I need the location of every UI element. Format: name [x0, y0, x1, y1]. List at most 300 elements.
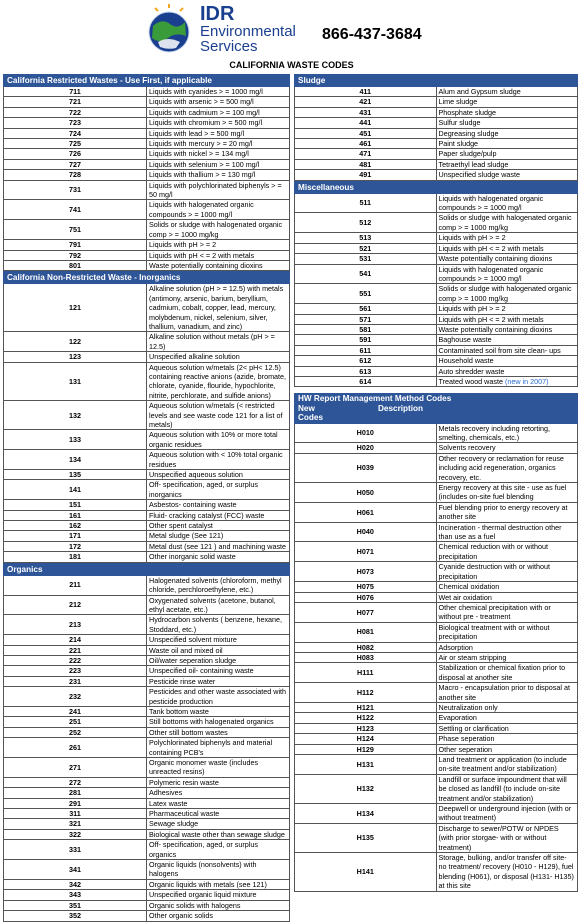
- description-text: Liquids with halogenated organic compounds > = 1000 mg/l: [149, 200, 254, 219]
- description-text: Auto shredder waste: [438, 366, 505, 376]
- description-text: Polymeric resin waste: [149, 777, 219, 787]
- description-text: Oil/water seperation sludge: [149, 655, 237, 665]
- waste-code: 728: [4, 170, 147, 180]
- table-row: [295, 713, 578, 723]
- table-row: [4, 666, 290, 676]
- waste-code: 722: [4, 107, 147, 117]
- description-text: Aqueous solution with < 10% total organic residues: [149, 450, 283, 469]
- description-text: Liquids with pH > = 2: [438, 304, 506, 314]
- description-text: Tank bottom waste: [149, 706, 209, 716]
- description-text: Liquids with selenium > = 100 mg/l: [149, 159, 260, 169]
- table-row: [295, 443, 578, 453]
- method-description: Evaporation: [436, 713, 578, 723]
- description-text: Biological waste other than sewage sludge: [149, 829, 285, 839]
- table-row: [295, 522, 578, 542]
- method-description: Deepwell or underground injecion (with or without treatment): [436, 804, 578, 824]
- table-row: [295, 744, 578, 754]
- waste-description: [147, 159, 290, 169]
- description-text: Baghouse waste: [438, 335, 492, 345]
- method-description: Fuel blending prior to energy recovery at another site: [436, 502, 578, 522]
- table-row: [4, 352, 290, 362]
- table-row: [4, 250, 290, 260]
- description-text: Contaminated soil from site clean- ups: [438, 345, 561, 355]
- table-row: [4, 575, 290, 595]
- method-description: Macro - encapsulation prior to disposal at another site: [436, 683, 578, 703]
- waste-code: 411: [295, 87, 437, 97]
- waste-code: 731: [4, 180, 147, 200]
- waste-code: 214: [4, 635, 147, 645]
- description-text: Organic liquids (nonsolvents) with halogens: [149, 860, 257, 879]
- table-row: [4, 738, 290, 758]
- waste-description: [147, 788, 290, 798]
- table-row: [295, 823, 578, 852]
- phone-number[interactable]: 866-437-3684: [322, 26, 422, 43]
- table-row: [4, 332, 290, 352]
- waste-code: 792: [4, 250, 147, 260]
- waste-code: 141: [4, 480, 147, 500]
- table-row: [4, 531, 290, 541]
- method-code: H010: [295, 423, 437, 443]
- waste-description: [147, 706, 290, 716]
- waste-code: 512: [295, 213, 437, 233]
- table-row: [4, 879, 290, 889]
- table-row: [295, 542, 578, 562]
- description-text: Lime sludge: [438, 97, 478, 107]
- waste-description: [147, 635, 290, 645]
- waste-code: 791: [4, 240, 147, 250]
- table-row: [4, 118, 290, 128]
- table-row: [295, 376, 578, 386]
- description-text: Waste potentially containing dioxins: [438, 324, 553, 334]
- table-row: [4, 159, 290, 169]
- table-row: [295, 139, 578, 149]
- waste-code: 135: [4, 470, 147, 480]
- table-row: [4, 788, 290, 798]
- section-header: [295, 394, 578, 423]
- waste-description: [147, 900, 290, 910]
- waste-description: [436, 233, 578, 243]
- method-description: Chemical reduction with or without precipitation: [436, 542, 578, 562]
- waste-description: [147, 860, 290, 880]
- description-text: Fluid- cracking catalyst (FCC) waste: [149, 510, 265, 520]
- method-description: Other recovery or reclamation for reuse including acid regeneration, organics recovery, etc.: [436, 453, 578, 482]
- description-text: Metal sludge (See 121): [149, 531, 224, 541]
- table-row: [295, 254, 578, 264]
- description-text: Unspecified solvent mixture: [149, 635, 237, 645]
- method-code: H121: [295, 702, 437, 712]
- table-row: [295, 314, 578, 324]
- waste-description: [436, 139, 578, 149]
- method-code: H135: [295, 823, 437, 852]
- method-description: Air or steam stripping: [436, 652, 578, 662]
- waste-description: [147, 118, 290, 128]
- description-text: Halogenated solvents (chloroform, methyl chloride, perchloroethylene, etc.): [149, 575, 282, 595]
- brand-name: [200, 4, 296, 54]
- table-row: [4, 676, 290, 686]
- waste-code: 541: [295, 264, 437, 284]
- description-text: Liquids with pH < = 2 with metals: [149, 250, 255, 260]
- waste-code-table: [3, 563, 290, 922]
- col-codes-header: New Codes: [298, 403, 324, 423]
- waste-description: [147, 480, 290, 500]
- section-title: Sludge: [295, 75, 578, 87]
- method-code: H071: [295, 542, 437, 562]
- waste-description: [147, 911, 290, 921]
- waste-description: [436, 97, 578, 107]
- description-text: Alkaline solution without metals (pH > = 12.5): [149, 332, 275, 351]
- method-code: H124: [295, 734, 437, 744]
- waste-description: [147, 87, 290, 97]
- description-text: Liquids with halogenated organic compounds > = 1000 mg/l: [438, 193, 544, 213]
- description-text: Phosphate sludge: [438, 107, 497, 117]
- description-text: Solids or sludge with halogenated organic comp > = 1000 mg/kg: [438, 213, 572, 232]
- table-row: [295, 213, 578, 233]
- table-row: [295, 774, 578, 803]
- description-text: Liquids with pH > = 2: [149, 240, 217, 250]
- waste-description: [147, 139, 290, 149]
- waste-code: 801: [4, 260, 147, 270]
- waste-code: 241: [4, 706, 147, 716]
- waste-code: 272: [4, 777, 147, 787]
- description-text: Liquids with nickel > = 134 mg/l: [149, 149, 249, 159]
- table-row: [4, 430, 290, 450]
- waste-description: [147, 97, 290, 107]
- table-row: [4, 798, 290, 808]
- waste-description: [436, 366, 578, 376]
- table-row: [295, 159, 578, 169]
- waste-description: [147, 352, 290, 362]
- method-description: Stabilization or chemical fixation prior to disposal at another site: [436, 663, 578, 683]
- waste-description: [147, 128, 290, 138]
- method-description: Land treatment or application (to include on-site treatment and/or stabilization): [436, 755, 578, 775]
- table-row: [295, 107, 578, 117]
- waste-description: [147, 676, 290, 686]
- description-text: Waste oil and mixed oil: [149, 645, 223, 655]
- right-column: [294, 74, 578, 891]
- waste-description: [147, 717, 290, 727]
- waste-code: 611: [295, 345, 437, 355]
- waste-description: [436, 193, 578, 213]
- table-row: [295, 423, 578, 443]
- table-row: [4, 200, 290, 220]
- method-code: H039: [295, 453, 437, 482]
- waste-code: 223: [4, 666, 147, 676]
- waste-code: 281: [4, 788, 147, 798]
- description-text: Alum and Gypsum sludge: [438, 87, 521, 96]
- description-text: Polychlorinated biphenyls and material containing PCB's: [149, 738, 273, 757]
- waste-code: 343: [4, 890, 147, 900]
- waste-code: 461: [295, 139, 437, 149]
- table-row: [4, 128, 290, 138]
- table-row: [295, 170, 578, 180]
- table-row: [295, 652, 578, 662]
- waste-description: [436, 128, 578, 138]
- new-note: (new in 2007): [504, 376, 549, 386]
- method-code: H129: [295, 744, 437, 754]
- method-description: Adsorption: [436, 642, 578, 652]
- waste-code: 134: [4, 450, 147, 470]
- page-header: [0, 0, 583, 74]
- description-text: Aqueous solution w/metals (2< pH< 12.5) containing reactive anions (azide, bromate, chlorate, cyanide, flouride, hypochlorite, nitrite, perchlorate, and sulfide anions): [149, 362, 287, 400]
- waste-description: [147, 362, 290, 401]
- waste-code: 724: [4, 128, 147, 138]
- waste-code: 561: [295, 304, 437, 314]
- method-description: Settling or clarification: [436, 723, 578, 733]
- method-description: Incineration - thermal destruction other than use as a fuel: [436, 522, 578, 542]
- waste-code: 513: [295, 233, 437, 243]
- table-row: [4, 510, 290, 520]
- table-row: [295, 128, 578, 138]
- table-row: [4, 87, 290, 97]
- table-row: [4, 900, 290, 910]
- table-row: [4, 260, 290, 270]
- waste-code-table: [3, 271, 290, 562]
- table-row: [4, 107, 290, 117]
- waste-code: 581: [295, 324, 437, 334]
- description-text: Alkaline solution (pH > = 12.5) with metals (antimony, arsenic, barium, beryllium, cadmium, cobalt, copper, lead, mercury, molybdenum, nickel, selenium, silver, thallium, vanadium, and zinc): [149, 284, 284, 331]
- table-row: [4, 655, 290, 665]
- method-description: Solvents recovery: [436, 443, 578, 453]
- table-row: [4, 706, 290, 716]
- waste-code: 211: [4, 575, 147, 595]
- section-header: [4, 272, 290, 284]
- description-text: Household waste: [438, 356, 494, 366]
- description-text: Liquids with thallium > = 130 mg/l: [149, 170, 256, 180]
- waste-description: [147, 687, 290, 707]
- waste-code: 471: [295, 149, 437, 159]
- hw-title: HW Report Management Method Codes: [298, 394, 452, 404]
- table-row: [295, 804, 578, 824]
- waste-description: [436, 213, 578, 233]
- waste-code: 321: [4, 819, 147, 829]
- hw-header-cell: [295, 394, 578, 423]
- table-row: [4, 97, 290, 107]
- waste-description: [147, 510, 290, 520]
- section-header: [295, 75, 578, 87]
- waste-description: [147, 738, 290, 758]
- table-row: [4, 240, 290, 250]
- table-row: [295, 324, 578, 334]
- description-text: Metal dust (see 121 ) and machining waste: [149, 541, 287, 551]
- waste-code: 613: [295, 366, 437, 376]
- col-desc-header: Description: [378, 403, 424, 413]
- table-row: [4, 911, 290, 921]
- waste-code: 271: [4, 758, 147, 778]
- description-text: Other organic solids: [149, 911, 213, 921]
- method-code: H040: [295, 522, 437, 542]
- waste-code: 441: [295, 118, 437, 128]
- waste-code: 181: [4, 552, 147, 562]
- description-text: Pesticides and other waste associated with pesticide production: [149, 687, 287, 706]
- brand-line-3: Services: [200, 38, 258, 55]
- waste-description: [436, 284, 578, 304]
- waste-code: 342: [4, 879, 147, 889]
- waste-code: 491: [295, 170, 437, 180]
- description-text: Hydrocarbon solvents ( benzene, hexane, Stoddard, etc.): [149, 615, 283, 634]
- table-row: [4, 819, 290, 829]
- description-text: Oxygenated solvents (acetone, butanol, ethyl acetate, etc.): [149, 595, 276, 614]
- table-row: [295, 602, 578, 622]
- table-row: [295, 284, 578, 304]
- description-text: Waste potentially containing dioxins: [438, 254, 553, 264]
- method-code: H077: [295, 602, 437, 622]
- waste-code: 172: [4, 541, 147, 551]
- waste-description: [147, 890, 290, 900]
- table-row: [295, 264, 578, 284]
- table-row: [295, 663, 578, 683]
- description-text: Sewage sludge: [149, 819, 199, 829]
- waste-code: 322: [4, 829, 147, 839]
- method-code: H111: [295, 663, 437, 683]
- table-row: [295, 149, 578, 159]
- waste-code: 531: [295, 254, 437, 264]
- table-row: [4, 450, 290, 470]
- table-row: [4, 139, 290, 149]
- waste-description: [147, 450, 290, 470]
- section-title: California Non-Restricted Waste - Inorganics: [4, 272, 290, 284]
- waste-description: [436, 118, 578, 128]
- waste-description: [147, 521, 290, 531]
- method-description: Discharge to sewer/POTW or NPDES (with prior storgae- with or without treatment): [436, 823, 578, 852]
- waste-description: [436, 304, 578, 314]
- method-code: H075: [295, 582, 437, 592]
- table-row: [4, 541, 290, 551]
- waste-description: [147, 332, 290, 352]
- table-row: [295, 304, 578, 314]
- waste-code: 213: [4, 615, 147, 635]
- waste-description: [436, 324, 578, 334]
- waste-description: [147, 531, 290, 541]
- waste-description: [147, 220, 290, 240]
- description-text: Liquids with polychlorinated biphenyls > = 50 mg/l: [149, 180, 282, 200]
- waste-description: [147, 170, 290, 180]
- waste-code: 571: [295, 314, 437, 324]
- document-title: CALIFORNIA WASTE CODES: [229, 60, 354, 70]
- section-title: Organics: [4, 563, 290, 575]
- waste-description: [436, 170, 578, 180]
- description-text: Liquids with cyanides > = 1000 mg/l: [149, 87, 263, 96]
- table-row: [4, 149, 290, 159]
- description-text: Paper sludge/pulp: [438, 149, 497, 159]
- table-row: [295, 622, 578, 642]
- left-column: [3, 74, 290, 921]
- method-code: H132: [295, 774, 437, 803]
- waste-code: 481: [295, 159, 437, 169]
- description-text: Still bottoms with halogenated organics: [149, 717, 274, 727]
- description-text: Solids or sludge with halogenated organic comp > = 1000 mg/kg: [149, 220, 283, 239]
- description-text: Organic monomer waste (includes unreacted resins): [149, 758, 259, 777]
- table-row: [295, 853, 578, 892]
- table-row: [295, 356, 578, 366]
- waste-code: 612: [295, 356, 437, 366]
- description-text: Unspecified aqueous solution: [149, 470, 243, 480]
- waste-description: [147, 240, 290, 250]
- description-text: Liquids with chromium > = 500 mg/l: [149, 118, 263, 128]
- waste-description: [147, 284, 290, 332]
- waste-code: 723: [4, 118, 147, 128]
- table-row: [4, 220, 290, 240]
- method-code: H122: [295, 713, 437, 723]
- waste-code: 421: [295, 97, 437, 107]
- waste-description: [147, 879, 290, 889]
- table-row: [295, 118, 578, 128]
- description-text: Off- specification, aged, or surplus inorganics: [149, 480, 258, 499]
- description-text: Other spent catalyst: [149, 521, 213, 531]
- description-text: Aqueous solution w/metals (< restricted levels and see waste code 121 for a list of metals): [149, 401, 283, 429]
- table-row: [295, 97, 578, 107]
- description-text: Liquids with pH > = 2: [438, 233, 506, 243]
- waste-description: [147, 655, 290, 665]
- waste-code: 121: [4, 284, 147, 332]
- waste-description: [147, 615, 290, 635]
- waste-code: 351: [4, 900, 147, 910]
- method-code: H131: [295, 755, 437, 775]
- waste-code: 232: [4, 687, 147, 707]
- method-code: H082: [295, 642, 437, 652]
- description-text: Off- specification, aged, or surplus organics: [149, 840, 258, 859]
- waste-description: [147, 666, 290, 676]
- waste-description: [436, 254, 578, 264]
- waste-description: [147, 470, 290, 480]
- method-description: Wet air oxidation: [436, 592, 578, 602]
- waste-code: 431: [295, 107, 437, 117]
- description-text: Unspecified organic liquid mixture: [149, 890, 257, 900]
- description-text: Liquids with pH < = 2 with metals: [438, 243, 544, 253]
- waste-description: [147, 401, 290, 430]
- waste-description: [147, 798, 290, 808]
- description-text: Pesticide rinse water: [149, 676, 216, 686]
- waste-code: 132: [4, 401, 147, 430]
- table-row: [4, 500, 290, 510]
- waste-code: 261: [4, 738, 147, 758]
- table-row: [4, 645, 290, 655]
- description-text: Latex waste: [149, 798, 188, 808]
- section-header: [295, 181, 578, 193]
- waste-description: [436, 376, 578, 386]
- waste-code: 311: [4, 809, 147, 819]
- table-row: [295, 483, 578, 503]
- waste-description: [147, 645, 290, 655]
- waste-description: [436, 314, 578, 324]
- waste-description: [147, 552, 290, 562]
- waste-code: 131: [4, 362, 147, 401]
- table-row: [4, 521, 290, 531]
- waste-code: 171: [4, 531, 147, 541]
- description-text: Aqueous solution with 10% or more total organic residues: [149, 430, 278, 449]
- table-row: [4, 860, 290, 880]
- waste-code: 123: [4, 352, 147, 362]
- table-row: [4, 687, 290, 707]
- method-code: H083: [295, 652, 437, 662]
- table-row: [295, 87, 578, 97]
- waste-code-table: [294, 74, 578, 181]
- brand-line-2: Environmental: [200, 23, 296, 40]
- table-row: [4, 595, 290, 615]
- method-description: Energy recovery at this site - use as fuel (includes on-site fuel blending: [436, 483, 578, 503]
- waste-description: [436, 335, 578, 345]
- section-header: [4, 563, 290, 575]
- table-row: [295, 582, 578, 592]
- description-text: Organic liquids with metals (see 121): [149, 879, 267, 889]
- table-row: [295, 755, 578, 775]
- description-text: Unspecified sludge waste: [438, 170, 521, 180]
- waste-code: 727: [4, 159, 147, 169]
- table-row: [295, 233, 578, 243]
- table-row: [4, 401, 290, 430]
- waste-code: 741: [4, 200, 147, 220]
- waste-code: 711: [4, 87, 147, 97]
- waste-description: [436, 149, 578, 159]
